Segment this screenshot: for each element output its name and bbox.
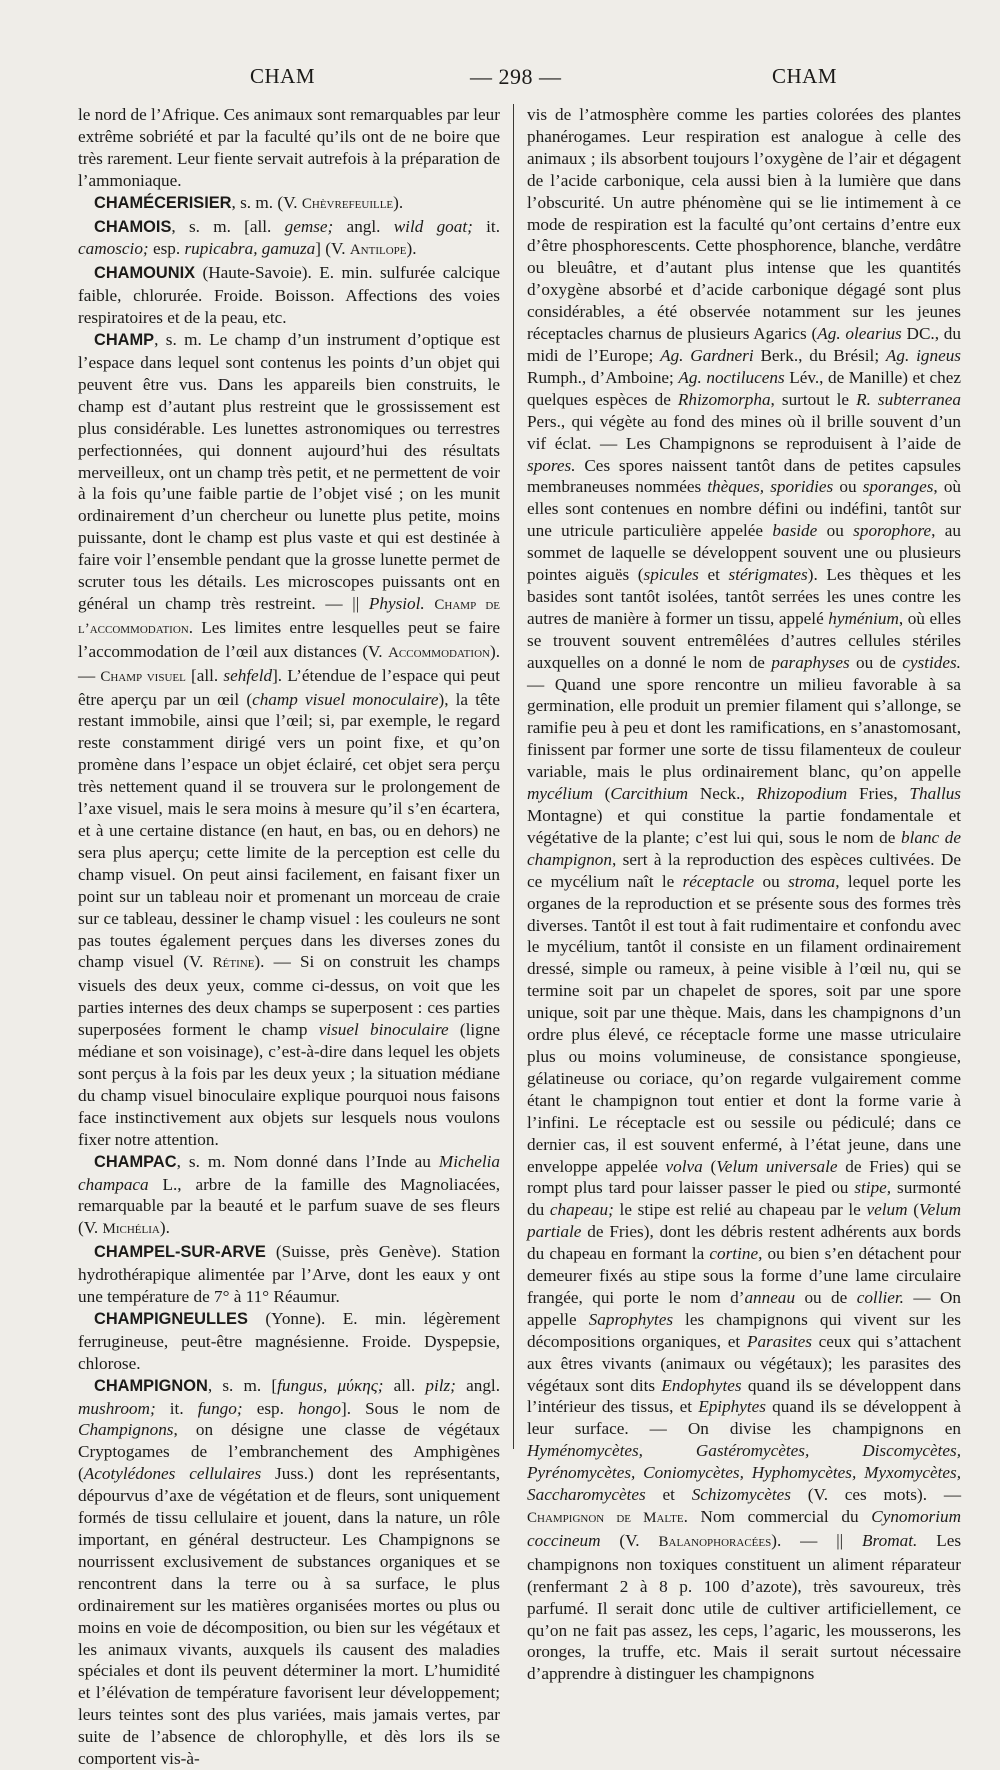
text-run: Ces spores naissent tantôt dans de petites capsules membraneuses nommées xyxy=(527,455,961,497)
text-run: ou xyxy=(817,521,854,541)
text-run: it. xyxy=(155,1398,198,1418)
entry-paragraph xyxy=(78,192,500,216)
cross-reference: Antilope xyxy=(349,242,407,259)
italic-term: sporanges xyxy=(862,477,934,497)
right-column xyxy=(527,104,961,1685)
text-run: ). xyxy=(393,192,404,212)
text-run: (Suisse, près Genève). Station hydrothérapique alimentée par l’Arve, dont les eaux y ont une température de 7° à 11° Réaumur. xyxy=(78,1242,500,1307)
text-run: ] (V. xyxy=(315,239,350,259)
text-run: surmonté du xyxy=(527,1178,962,1220)
text-run: ( xyxy=(907,1200,919,1220)
text-run: quand ils se développent à leur surface. — On divise les champignons en xyxy=(527,1397,961,1439)
text-run: , s. m. [ xyxy=(207,1375,278,1395)
text-paragraph xyxy=(527,104,961,1685)
text-run: Rumph., d’Amboine; xyxy=(527,367,679,387)
text-run: . Les limites entre lesquelles peut se faire l’accommodation de l’œil aux distances (V. xyxy=(78,617,500,661)
italic-term: réceptacle xyxy=(682,871,755,891)
text-run: de Fries) qui se rompt plus tard pour laisser passer le pied ou xyxy=(527,1156,961,1198)
italic-term: Bromat. xyxy=(862,1530,918,1550)
text-run: (V. xyxy=(600,1530,659,1550)
text-run: ). — Si on construit les champs visuels des deux yeux, comme ci-dessus, on voit que les parties internes des deux champs se superposent : ces parties superposées forment le champ xyxy=(78,952,500,1040)
text-run: . Nom commercial du xyxy=(683,1507,872,1526)
italic-term: thèques, sporidies xyxy=(707,477,834,497)
italic-term: champ visuel monoculaire xyxy=(252,689,439,709)
cross-reference: Champ visuel xyxy=(100,668,186,685)
text-run: it. xyxy=(472,216,500,236)
italic-term: Velum partiale xyxy=(527,1200,962,1242)
text-run: , où elles sont contenues en nombre défini ou indéfini, tantôt sur une utricule particulière appelée xyxy=(527,477,962,541)
text-run: , s. m. (V. xyxy=(231,192,302,212)
entry-paragraph xyxy=(78,1308,500,1375)
text-run: , surtout le xyxy=(770,389,857,409)
italic-term: hyménium xyxy=(828,608,899,628)
text-run: ). — xyxy=(78,641,500,685)
text-run xyxy=(425,594,435,613)
cross-reference: Champignon de Malte xyxy=(527,1510,684,1526)
text-run: Lév., de Manille) et chez quelques espèces de xyxy=(527,367,961,409)
italic-term: Hyménomycètes, Gastéromycètes, Discomycètes, Pyrénomycètes, Coniomycètes, Hyphomycètes, Myxomycètes, Saccharomycètes xyxy=(527,1441,961,1505)
italic-term: stroma xyxy=(788,871,836,891)
left-column xyxy=(78,104,500,1770)
column-divider xyxy=(513,104,514,1449)
text-run: angl. xyxy=(455,1375,500,1395)
italic-term: pilz; xyxy=(425,1375,456,1395)
headword: CHAMP xyxy=(94,331,155,350)
italic-term: sehfeld xyxy=(223,665,273,685)
italic-term: sporophore xyxy=(853,521,932,541)
italic-term: Velum universale xyxy=(716,1156,838,1176)
text-run: ou xyxy=(833,477,863,497)
italic-term: fungo; xyxy=(197,1398,243,1418)
italic-term: R. subterranea xyxy=(856,389,961,409)
cross-reference: Chèvrefeuille xyxy=(301,195,394,212)
text-run: — On appelle xyxy=(527,1287,961,1329)
italic-term: Ag. Gardneri xyxy=(660,345,754,365)
text-run: quand ils se développent dans l’intérieur des tissus, et xyxy=(527,1375,961,1417)
text-run: ), la tête restant immobile, ainsi que l’œil; si, par exemple, le regard reste constamment dirigé vers un point fixe, et qu’on promène dans l’espace un objet éclairé, cet objet sera perçu très nettement quand il se trouvera sur le prolongement de l’axe visuel, mais le sera moins à mesure qu’il s’en écartera, et à une certaine distance (en haut, en bas, ou en dehors) ne sera plus aperçu; cette limite de la perception est celle du champ visuel. On peut ainsi facilement, en faisant fixer un point sur un tableau noir et promenant un morceau de craie sur ce tableau, dessiner le champ visuel : les couleurs ne sont pas toutes également perçues dans les diverses zones du champ visuel (V. xyxy=(78,689,501,972)
headword: CHAMOUNIX xyxy=(94,264,196,283)
text-run: L., arbre de la famille des Magnoliacées, remarquable par la beauté et le parfum suave de ses fleurs (V. xyxy=(78,1174,500,1238)
italic-term: paraphyses xyxy=(771,652,850,672)
italic-term: Ag. igneus xyxy=(885,345,961,365)
italic-term: Parasites xyxy=(746,1331,812,1351)
cross-reference: Accommodation xyxy=(388,644,490,661)
text-run: ). xyxy=(406,239,417,259)
text-run: , où elles se trouvent souvent entremêlées d’autres cellules stériles auxquelles on a donné le nom de xyxy=(527,608,962,672)
text-run: ( xyxy=(702,1156,717,1176)
italic-term: gemse; xyxy=(284,216,334,236)
text-run: , au sommet de laquelle se développent souvent une ou plusieurs pointes aiguës ( xyxy=(527,521,961,585)
entry-paragraph xyxy=(78,262,500,329)
text-run: Les champignons non toxiques constituent un aliment réparateur (renfermant 2 à 8 p. 100 d’azote), très savoureux, très parfumé. Il serait donc utile de cultiver artificiellement, ce qu’on ne fait pas assez, les ceps, l’agaric, les mousserons, les oronges, la truffe, etc. Mais il serait surtout nécessaire d’apprendre à distinguer les champignons xyxy=(527,1530,962,1684)
text-run: (ligne médiane et son voisinage), c’est-à-dire dans lequel les objets sont perçus à la fois par les deux yeux ; la situation médiane du champ visuel binoculaire explique pourquoi nous faisons face instinctivement aux objets sur lesquels nous voulons fixer notre attention. xyxy=(78,1020,500,1149)
italic-term: Champignons xyxy=(78,1420,174,1440)
text-run: et xyxy=(645,1485,692,1505)
text-run: le nord de l’Afrique. Ces animaux sont remarquables par leur extrême sobriété et par la faculté qu’ils ont de ne boire que très rarement. Leur fiente servait autrefois à la préparation de l’ammoniaque. xyxy=(78,105,500,190)
italic-term: Ag. olearius xyxy=(817,324,902,344)
headword: CHAMPAC xyxy=(94,1152,177,1171)
text-run: esp. xyxy=(148,239,185,259)
text-run: ). Les thèques et les basides sont tantôt isolées, tantôt serrées les unes contre les autres de manière à former un tissu, appelé xyxy=(527,565,961,628)
entry-paragraph xyxy=(78,329,500,1151)
text-run: ). — || xyxy=(771,1530,863,1550)
header-right-word: CHAM xyxy=(772,64,838,88)
italic-term: Rhizopodium xyxy=(756,784,848,804)
text-run: ou xyxy=(754,871,789,891)
italic-term: Thallus xyxy=(909,784,962,804)
text-run: , on désigne une classe de végétaux Cryptogames de l’embranchement des Amphigènes ( xyxy=(78,1420,500,1484)
headword: CHAMPEL-SUR-ARVE xyxy=(94,1243,266,1262)
italic-term: Acotylédones cellulaires xyxy=(83,1464,262,1484)
headword: CHAMOIS xyxy=(94,217,172,236)
italic-term: camoscio; xyxy=(78,239,149,259)
text-paragraph xyxy=(78,104,500,192)
text-run: , s. m. Nom donné dans l’Inde au xyxy=(176,1151,439,1171)
italic-term: velum xyxy=(866,1200,908,1220)
text-run: le stipe est relié au chapeau par le xyxy=(613,1200,867,1220)
italic-term: stipe, xyxy=(854,1178,892,1198)
text-run: — Quand une spore rencontre un milieu favorable à sa germination, elle produit un premier filament qui s’allonge, se ramifie peu à peu et dont les ramifications, en s’anastomosant, finissent par former une sorte de tissu filamenteux de couleur variable, mais le plus ordinairement blanc, qu’on appelle xyxy=(527,674,961,782)
text-run: (Yonne). E. min. légèrement ferrugineuse, peut-être magnésienne. Froide. Dyspepsie, chlorose. xyxy=(78,1308,500,1373)
italic-term: Physiol. xyxy=(368,593,425,613)
italic-term: hongo xyxy=(298,1398,341,1418)
text-run: [all. xyxy=(185,665,224,685)
italic-term: wild goat; xyxy=(393,216,473,236)
italic-term: Rhizomorpha xyxy=(677,389,771,409)
italic-term: Carcithium xyxy=(610,784,689,804)
italic-term: Ag. noctilucens xyxy=(678,367,785,387)
cross-reference: Rétine xyxy=(212,955,255,972)
entry-paragraph xyxy=(78,1151,500,1242)
italic-term: rupicabra, gamuza xyxy=(184,239,316,259)
header-left-word: CHAM xyxy=(250,64,316,88)
text-run: ). xyxy=(159,1218,170,1238)
headword: CHAMÉCERISIER xyxy=(94,193,232,212)
text-run: de Fries), dont les débris restent adhérents aux bords du chapeau en formant la xyxy=(527,1222,961,1264)
entry-paragraph xyxy=(78,1241,500,1308)
italic-term: spicules xyxy=(643,565,699,585)
italic-term: cystides. xyxy=(902,652,961,672)
text-run: et xyxy=(698,565,729,585)
text-run: ou bien s’en détachent pour demeurer fixés au stipe sous la forme d’une lame circulaire frangée, qui porte le nom d’ xyxy=(527,1244,961,1307)
text-run: (Haute-Savoie). E. min. sulfurée calcique faible, chlorurée. Froide. Boisson. Affections des voies respiratoires et de la peau, etc. xyxy=(78,263,500,328)
italic-term: volva xyxy=(665,1156,703,1176)
text-run: all. xyxy=(383,1375,426,1395)
text-run: ou de xyxy=(849,652,903,672)
text-run: , lequel porte les organes de la reproduction et se présente sous des formes très diverses. Tantôt il est tout à fait rudimentaire et confondu avec le mycélium, tantôt il consiste en un filament ordinairement dressé, simple ou rameux, à peine visible à l’œil nu, qui se termine soit par un chapelet de spores, soit par une spore unique, soit par une thèque. Mais, dans les champignons d’un ordre plus élevé, ce réceptacle forme une masse utriculaire plus ou moins volumineuse, de consistance spongieuse, gélatineuse ou coriace, qu’on regarde vulgairement comme étant le champignon tout entier et dont la forme varie à l’infini. Le réceptacle est ou sessile ou pédiculé; dans ce dernier cas, il est souvent enfermé, à l’état jeune, dans une enveloppe appelée xyxy=(527,871,961,1176)
italic-term: Epiphytes xyxy=(698,1397,766,1417)
italic-term: Schizomycètes xyxy=(691,1485,791,1505)
text-run: ( xyxy=(592,784,611,804)
italic-term: mushroom; xyxy=(78,1398,156,1418)
italic-term: cortine, xyxy=(709,1244,763,1264)
text-run: , s. m. [all. xyxy=(171,216,285,236)
italic-term: mycélium xyxy=(527,784,593,804)
cross-reference: Champ de l’accommodation xyxy=(78,596,500,637)
text-run: ou de xyxy=(795,1287,857,1307)
text-run: ]. L’étendue de l’espace qui peut être aperçu par un œil ( xyxy=(78,665,501,709)
italic-term: blanc de champignon xyxy=(527,827,961,869)
text-run: Berk., du Brésil; xyxy=(753,345,886,365)
text-run: , sert à la reproduction des espèces cultivées. De ce mycélium naît le xyxy=(527,849,961,891)
cross-reference: Michélia xyxy=(102,1221,160,1238)
italic-term: spores. xyxy=(527,455,576,475)
text-run: ceux qui s’attachent aux êtres vivants (animaux ou végétaux); les parasites des végétaux sont dits xyxy=(527,1331,961,1395)
entry-paragraph xyxy=(78,1375,500,1770)
italic-term: baside xyxy=(772,521,818,541)
italic-term: Saprophytes xyxy=(588,1309,674,1329)
headword: CHAMPIGNON xyxy=(94,1376,208,1395)
italic-term: Michelia champaca xyxy=(78,1151,500,1194)
text-run: angl. xyxy=(333,216,394,236)
page-number: — 298 — xyxy=(470,64,562,89)
italic-term: anneau xyxy=(744,1287,796,1307)
text-run: Pers., qui végète au fond des mines où il brille souvent d’un vif éclat. — Les Champignons se reproduisent à l’aide de xyxy=(527,411,961,453)
text-run: vis de l’atmosphère comme les parties colorées des plantes phanérogames. Leur respiration est analogue à celle des animaux ; ils absorbent toujours l’oxygène de l’air et dégagent de l’acide carbonique, cela aussi bien à la lumière que dans l’obscurité. Un autre phénomène qui se lie intimement à ce mode de respiration est la faculté qu’ont certains d’entre eux d’être phosphorescents. Cette phosphorence, blanche, verdâtre ou bleuâtre, et d’autant plus intense que les quantités d’oxygène absorbé et d’acide carbonique dégagé sont plus considérables, a été observée notamment sur les jeunes réceptacles charnus de plusieurs Agarics ( xyxy=(527,105,961,344)
text-run: (V. ces mots). — xyxy=(790,1485,962,1505)
text-run: Neck., xyxy=(688,784,757,804)
text-run: DC., du midi de l’Europe; xyxy=(527,324,961,365)
italic-term: Cynomorium coccineum xyxy=(527,1507,962,1550)
text-run: Juss.) dont les représentants, dépourvus d’axe de végétation et de fleurs, sont uniquement formés de tissu cellulaire et jouent, dans la nature, un rôle important, en général destructeur. Les Champignons se nourrissent exclusivement de substances organiques et se rencontrent dans la terre ou à sa surface, le plus ordinairement sur les matières organisées mortes ou plus ou moins en voie de décomposition, ou bien sur les végétaux et les animaux vivants, auxquels ils causent des maladies spéciales et dont ils peuvent déterminer la mort. L’humidité et l’élévation de température favorisent leur développement; leurs teintes sont des plus variées, mais jamais vertes, par suite de l’absence de chlorophylle, et dès lors ils se comportent vis-à- xyxy=(78,1464,500,1769)
italic-term: stérigmates xyxy=(728,565,808,585)
italic-term: collier. xyxy=(856,1287,904,1307)
italic-term: fungus, μύκης; xyxy=(277,1375,384,1395)
text-run: esp. xyxy=(242,1398,298,1418)
text-run: les champignons qui vivent sur les décompositions organiques, et xyxy=(527,1309,961,1351)
italic-term: chapeau; xyxy=(549,1200,614,1220)
entry-paragraph xyxy=(78,216,500,263)
running-header xyxy=(0,64,1000,98)
text-run: ]. Sous le nom de xyxy=(340,1398,500,1418)
text-run: Montagne) et qui constitue la partie fondamentale et végétative de la plante; c’est lui qui, sous le nom de xyxy=(527,806,961,847)
cross-reference: Balanophoracées xyxy=(658,1533,772,1550)
text-run: , s. m. Le champ d’un instrument d’optique est l’espace dans lequel sont contenus les points d’un objet qui peuvent être vus. Dans les appareils bien construits, le champ est d’autant plus restreint que le grossissement est plus considérable. Les lunettes astronomiques ou terrestres perfectionnées, qui donnent aujourd’hui des résultats merveilleux, ont un champ très petit, et ne permettent de voir à la fois qu’une faible partie de l’objet visé ; on les munit ordinairement d’un chercheur ou lunette plus petite, moins puissante, dont le champ est plus vaste et qui est destinée à faire voir l’ensemble pendant que la grosse lunette permet de scruter tous les détails. Les microscopes puissants ont en général un champ très restreint. — || xyxy=(78,330,500,613)
text-run: Fries, xyxy=(847,784,910,804)
headword: CHAMPIGNEULLES xyxy=(94,1309,248,1328)
italic-term: Endophytes xyxy=(661,1375,742,1395)
italic-term: visuel binoculaire xyxy=(318,1020,449,1040)
